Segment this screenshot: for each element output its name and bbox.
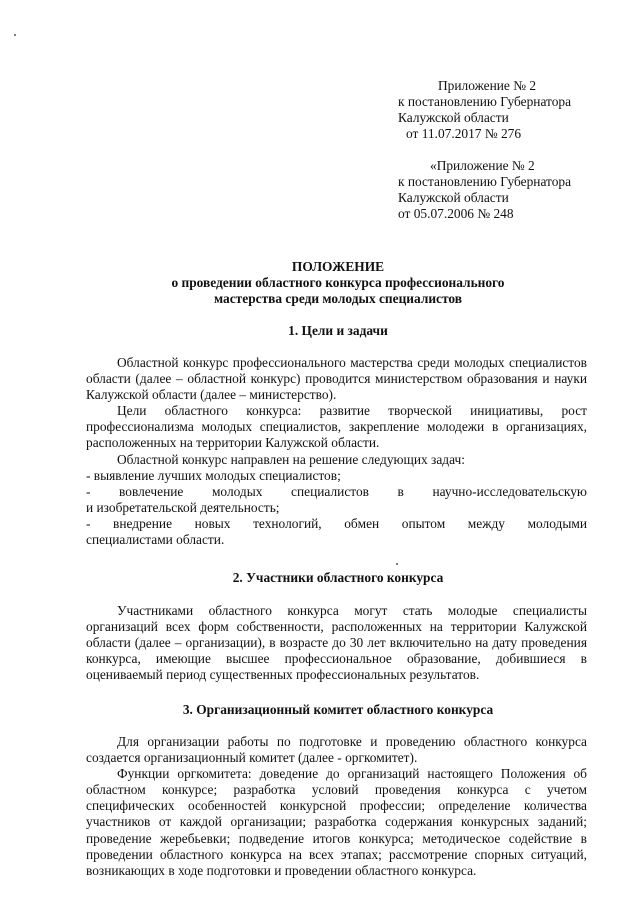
scan-speck <box>14 34 16 36</box>
appendix-original-line: Калужской области <box>398 190 509 206</box>
paragraph: Функции оргкомитета: доведение до организаций настоящего Положения об областном конкурсе; разработка условий проведения конкурса с учетом специфических особенностей конкурсной профессии; определение количества участников от каждой организации; разработка содержания конкурсных заданий; проведение жеребьевки; подведение итогов конкурса; методическое содействие в проведении областного конкурса на всех этапах; рассмотрение спорных ситуаций, возникающих в ходе подготовки и проведении областного конкурса. <box>86 766 587 878</box>
list-item-word: - <box>86 483 91 499</box>
section-1-body <box>86 355 587 548</box>
appendix-current-date: от 11.07.2017 № 276 <box>406 126 522 142</box>
document-title-block <box>90 259 586 307</box>
appendix-original-line: «Приложение № 2 <box>430 158 535 173</box>
paragraph: Цели областного конкурса: развитие творческой инициативы, рост профессионализма молодых специалистов, закрепление молодежи в организациях, расположенных на территории Калужской области. <box>86 403 587 451</box>
appendix-original-line: к постановлению Губернатора <box>398 174 572 190</box>
appendix-current-line: Калужской области <box>398 110 509 126</box>
list-item-word: обмен <box>344 515 380 531</box>
section-3-heading: 3. Организационный комитет областного конкурса <box>182 702 494 717</box>
appendix-original-block <box>398 158 613 222</box>
list-item-word: в <box>397 483 404 499</box>
list-item-word: между <box>467 515 505 531</box>
list-item <box>86 484 587 500</box>
list-item-word: специалистов <box>291 483 369 499</box>
document-title: ПОЛОЖЕНИЕ <box>291 259 385 274</box>
section-2-heading: 2. Участники областного конкурса <box>232 570 444 585</box>
appendix-current-line: Приложение № 2 <box>438 78 537 93</box>
paragraph: Участниками областного конкурса могут стать молодые специалисты организаций всех форм собственности, расположенных на территории Калужской области (далее – организации), в возрасте до 30 лет включительно на дату проведения конкурса, имеющие высшее профессиональное образование, добившиеся в оцениваемый период существенных профессиональных результатов. <box>86 603 587 683</box>
list-item-word: технологий, <box>253 515 322 531</box>
list-item-word: молодых <box>211 483 263 499</box>
list-item-continuation: специалистами области. <box>86 532 225 548</box>
appendix-original-date: от 05.07.2006 № 248 <box>398 206 514 222</box>
document-subtitle-line: мастерства среди молодых специалистов <box>214 291 462 307</box>
list-item-word: внедрение <box>113 515 173 531</box>
paragraph: Областной конкурс профессионального мастерства среди молодых специалистов области (далее – областной конкурс) проводится министерством образования и науки Калужской области (далее – министерство). <box>86 355 587 403</box>
list-item-word: молодыми <box>527 515 587 531</box>
document-subtitle-line: о проведении областного конкурса профессионального <box>171 275 505 291</box>
list-item-word: вовлечение <box>119 483 184 499</box>
list-item-word: опытом <box>401 515 446 531</box>
list-item-word: - <box>86 515 91 531</box>
list-item-word: научно-исследовательскую <box>432 483 587 499</box>
appendix-current-line: к постановлению Губернатора <box>398 94 572 110</box>
section-3-body <box>86 734 587 879</box>
paragraph: Для организации работы по подготовке и проведению областного конкурса создается организационный комитет (далее - оргкомитет). <box>86 734 587 766</box>
section-2-body <box>86 603 587 683</box>
list-item-word: новых <box>194 515 231 531</box>
paragraph: Областной конкурс направлен на решение следующих задач: <box>117 451 465 467</box>
section-1-heading: 1. Цели и задачи <box>288 323 388 338</box>
scan-speck <box>396 563 398 565</box>
list-item: - выявление лучших молодых специалистов; <box>86 467 341 483</box>
list-item <box>86 516 587 532</box>
list-item-continuation: и изобретательской деятельность; <box>86 499 280 515</box>
appendix-current-block <box>398 78 613 142</box>
